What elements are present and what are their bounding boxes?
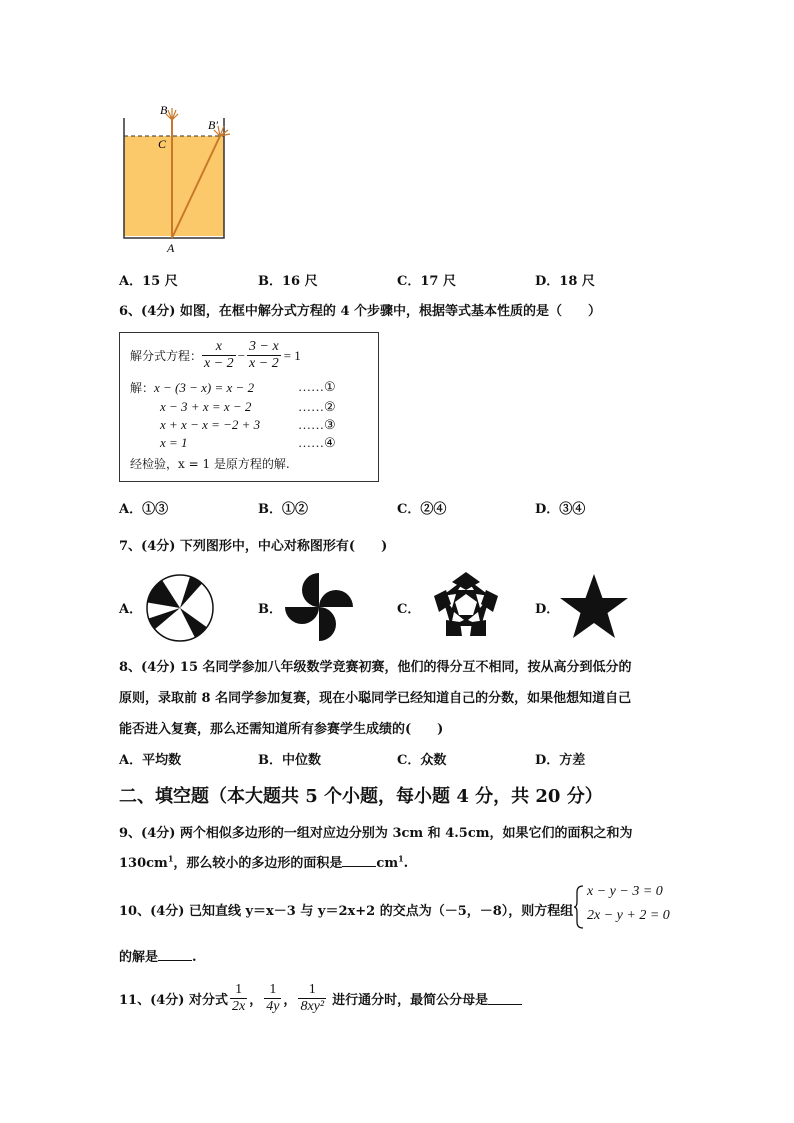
q8-stem-line-1: 8、(4分) 15 名同学参加八年级数学竞赛初赛，他们的得分互不相同，按从高分到低分的 bbox=[119, 660, 632, 675]
q8-option-d[interactable]: D．方差 bbox=[535, 753, 586, 768]
q11-fraction-2: $\frac{1}{4y}$ bbox=[266, 982, 280, 1014]
q6-option-d[interactable]: D．③④ bbox=[535, 502, 586, 517]
q11-answer-blank[interactable] bbox=[488, 992, 522, 1005]
q10-line-2: 的解是 . bbox=[119, 950, 197, 965]
q6-step-3-mark: ……③ bbox=[298, 417, 336, 432]
q9-answer-blank[interactable] bbox=[342, 854, 376, 867]
q10-system-eq-2: 2x − y + 2 = 0 bbox=[587, 908, 670, 923]
q6-fraction-2: $\frac{3 - x}{x - 2}$ bbox=[249, 339, 279, 371]
q7-figure-c-pentagon-ring[interactable] bbox=[430, 570, 502, 642]
q9-stem-line-1: 9、(4分) 两个相似多边形的一组对应边分别为 3cm 和 4.5cm，如果它们的面积之和为 bbox=[119, 826, 633, 841]
q6-step-2: x − 3 + x = x − 2 bbox=[160, 399, 252, 414]
q5-option-b[interactable]: B．16 尺 bbox=[258, 274, 318, 289]
q8-option-b[interactable]: B．中位数 bbox=[258, 753, 322, 768]
label-C: C bbox=[158, 137, 167, 151]
q10-answer-blank[interactable] bbox=[158, 948, 192, 961]
label-A: A bbox=[167, 241, 175, 255]
q7-option-b-label[interactable]: B． bbox=[258, 602, 282, 617]
q11-fraction-1: $\frac{1}{2x}$ bbox=[231, 982, 246, 1014]
q8-option-c[interactable]: C．众数 bbox=[397, 753, 447, 768]
q7-option-c-label[interactable]: C． bbox=[397, 602, 421, 617]
label-B: B bbox=[160, 103, 168, 117]
q7-figure-d-star[interactable] bbox=[558, 572, 630, 642]
q6-step-1: 解：x − (3 − x) = x − 2 bbox=[130, 380, 255, 395]
q5-option-c[interactable]: C．17 尺 bbox=[397, 274, 456, 289]
q6-step-4: x = 1 bbox=[160, 435, 188, 450]
q6-option-c[interactable]: C．②④ bbox=[397, 502, 447, 517]
q7-option-a-label[interactable]: A． bbox=[119, 602, 143, 617]
q7-figure-b-pinwheel[interactable] bbox=[282, 570, 356, 644]
q9-stem-line-2: $130cm^1$，那么较小的多边形的面积是 $cm^1$. bbox=[119, 853, 409, 871]
q7-figure-a-circle-sectors[interactable] bbox=[144, 572, 216, 644]
q6-solution-box bbox=[119, 332, 379, 482]
reed-tuft-vertical bbox=[166, 108, 178, 120]
q11-stem: 11、(4分) 对分式 $\frac{1}{2x}$ ， $\frac{1}{4y}$ ， $\frac{1}{\text{8xy²}}$ 进行通分时，最简公分母是 bbox=[119, 982, 522, 1015]
q5-option-a[interactable]: A．15 尺 bbox=[119, 274, 178, 289]
q10-stem: 10、(4分) 已知直线 y＝x－3 与 y＝2x+2 的交点为（－5，－8），则方程组 bbox=[119, 904, 574, 919]
q5-option-d[interactable]: D．18 尺 bbox=[535, 274, 595, 289]
q8-stem-line-2: 原则，录取前 8 名同学参加复赛，现在小聪同学已经知道自己的分数，如果他想知道自己 bbox=[119, 691, 632, 706]
q6-option-b[interactable]: B．①② bbox=[258, 502, 309, 517]
q8-option-a[interactable]: A．平均数 bbox=[119, 753, 182, 768]
q6-option-a[interactable]: A．①③ bbox=[119, 502, 169, 517]
section-2-heading: 二、填空题（本大题共 5 个小题，每小题 4 分，共 20 分） bbox=[119, 786, 603, 807]
label-B-prime: B′ bbox=[208, 118, 218, 132]
q11-fraction-3: $\frac{1}{\text{8xy²}}$ bbox=[300, 982, 325, 1014]
q6-step-1-mark: ……① bbox=[298, 379, 336, 394]
q6-step-2-mark: ……② bbox=[298, 399, 336, 414]
q6-equation: 解分式方程： $\frac{x}{x - 2}$ − $\frac{3 - x}{x - 2}$ = 1 bbox=[130, 339, 301, 371]
q10-system-brace bbox=[573, 884, 585, 930]
q6-step-3: x + x − x = −2 + 3 bbox=[160, 417, 261, 432]
q6-stem: 6、(4分) 如图，在框中解分式方程的 4 个步骤中，根据等式基本性质的是（ ） bbox=[119, 304, 602, 319]
q10-system-eq-1: x − y − 3 = 0 bbox=[587, 884, 663, 899]
pond-reed-figure bbox=[110, 98, 250, 258]
water-region bbox=[124, 136, 224, 236]
q7-stem: 7、(4分) 下列图形中，中心对称图形有( ) bbox=[119, 539, 388, 554]
q7-option-d-label[interactable]: D． bbox=[535, 602, 560, 617]
q8-stem-line-3: 能否进入复赛，那么还需知道所有参赛学生成绩的( ) bbox=[119, 722, 444, 737]
q6-check-note: 经检验，x = 1 是原方程的解. bbox=[130, 457, 290, 471]
q6-fraction-1: $\frac{x}{x - 2}$ bbox=[204, 339, 234, 371]
q6-step-4-mark: ……④ bbox=[298, 435, 336, 450]
